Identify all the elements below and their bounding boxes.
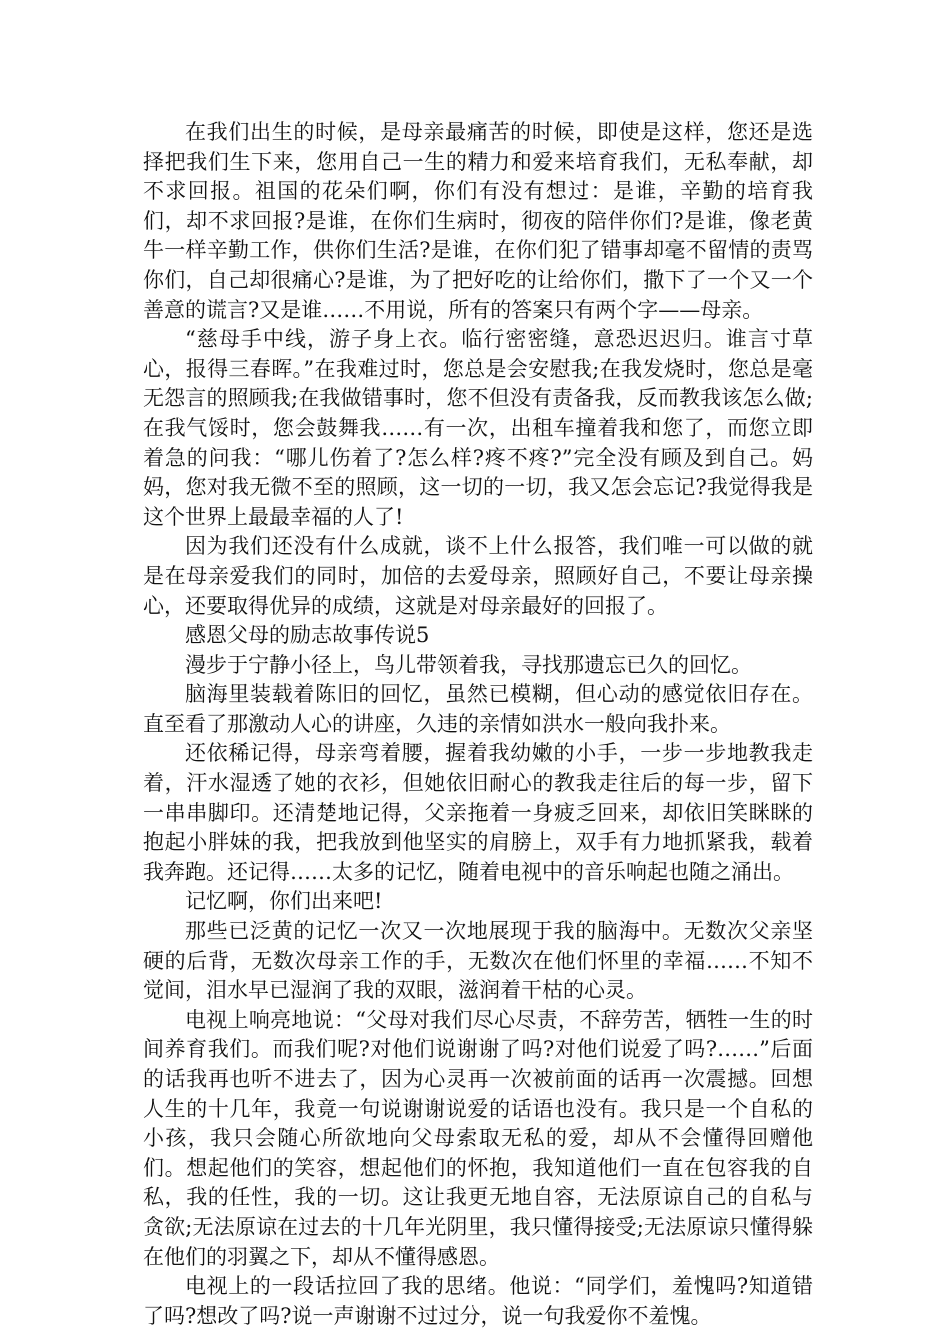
paragraph-repay-mother: 因为我们还没有什么成就，谈不上什么报答，我们唯一可以做的就是在母亲爱我们的同时，加倍的去爱母亲，照顾好自己，不要让母亲操心，还要取得优异的成绩，这就是对母亲最好的回报了。 — [143, 534, 813, 618]
paragraph-old-memories: 脑海里装载着陈旧的回忆，虽然已模糊，但心动的感觉依旧存在。直至看了那激动人心的讲座，久违的亲情如洪水一般向我扑来。 — [143, 682, 813, 736]
paragraph-mother-sacrifice: 在我们出生的时候，是母亲最痛苦的时候，即使是这样，您还是选择把我们生下来，您用自己一生的精力和爱来培育我们，无私奉献，却不求回报。祖国的花朵们啊，你们有没有想过：是谁，辛勤的培育我们，却不求回报?是谁，在你们生病时，彻夜的陪伴你们?是谁，像老黄牛一样辛勤工作，供你们生活?是谁，在你们犯了错事却毫不留情的责骂你们，自己却很痛心?是谁，为了把好吃的让给你们，撒下了一个又一个善意的谎言?又是谁……不用说，所有的答案只有两个字——母亲。 — [143, 120, 813, 322]
paragraph-tv-words: 电视上的一段话拉回了我的思绪。他说：“同学们，羞愧吗?知道错了吗?想改了吗?说一声谢谢不过过分，说一句我爱你不羞愧。 — [143, 1274, 813, 1328]
paragraph-childhood-recall: 还依稀记得，母亲弯着腰，握着我幼嫩的小手，一步一步地教我走着，汗水湿透了她的衣衫，但她依旧耐心的教我走往后的每一步，留下一串串脚印。还清楚地记得，父亲拖着一身疲乏回来，却依旧笑眯眯的抱起小胖妹的我，把我放到他坚实的肩膀上，双手有力地抓紧我，载着我奔跑。还记得……太多的记忆，随着电视中的音乐响起也随之涌出。 — [143, 741, 813, 884]
document-page — [143, 118, 813, 1331]
section-heading: 感恩父母的励志故事传说5 — [185, 623, 430, 648]
paragraph-tv-speech: 电视上响亮地说：“父母对我们尽心尽责，不辞劳苦，牺牲一生的时间养育我们。而我们呢?对他们说谢谢了吗?对他们说爱了吗?……”后面的话我再也听不进去了，因为心灵再一次被前面的话再一次震撼。回想人生的十几年，我竟一句说谢谢说爱的话语也没有。我只是一个自私的小孩，我只会随心所欲地向父母索取无私的爱，却从不会懂得回赠他们。想起他们的笑容，想起他们的怀抱，我知道他们一直在包容我的自私，我的任性，我的一切。这让我更无地自容，无法原谅自己的自私与贪欲;无法原谅在过去的十几年光阴里，我只懂得接受;无法原谅只懂得躲在他们的羽翼之下，却从不懂得感恩。 — [143, 1007, 813, 1269]
paragraph-quiet-path: 漫步于宁静小径上，鸟儿带领着我，寻找那遗忘已久的回忆。 — [185, 652, 752, 677]
paragraph-yellowed-memories: 那些已泛黄的记忆一次又一次地展现于我的脑海中。无数次父亲坚硬的后背，无数次母亲工作的手，无数次在他们怀里的幸福……不知不觉间，泪水早已湿润了我的双眼，滋润着干枯的心灵。 — [143, 919, 813, 1003]
paragraph-poem-memories: “慈母手中线，游子身上衣。临行密密缝，意恐迟迟归。谁言寸草心，报得三春晖。”在我难过时，您总是会安慰我;在我发烧时，您总是毫无怨言的照顾我;在我做错事时，您不但没有责备我，反而教我该怎么做;在我气馁时，您会鼓舞我……有一次，出租车撞着我和您了，而您立即着急的问我：“哪儿伤着了?怎么样?疼不疼?”完全没有顾及到自己。妈妈，您对我无微不至的照顾，这一切的一切，我又怎会忘记?我觉得我是这个世界上最最幸福的人了! — [143, 327, 813, 529]
paragraph-memory-call: 记忆啊，你们出来吧! — [185, 889, 383, 914]
